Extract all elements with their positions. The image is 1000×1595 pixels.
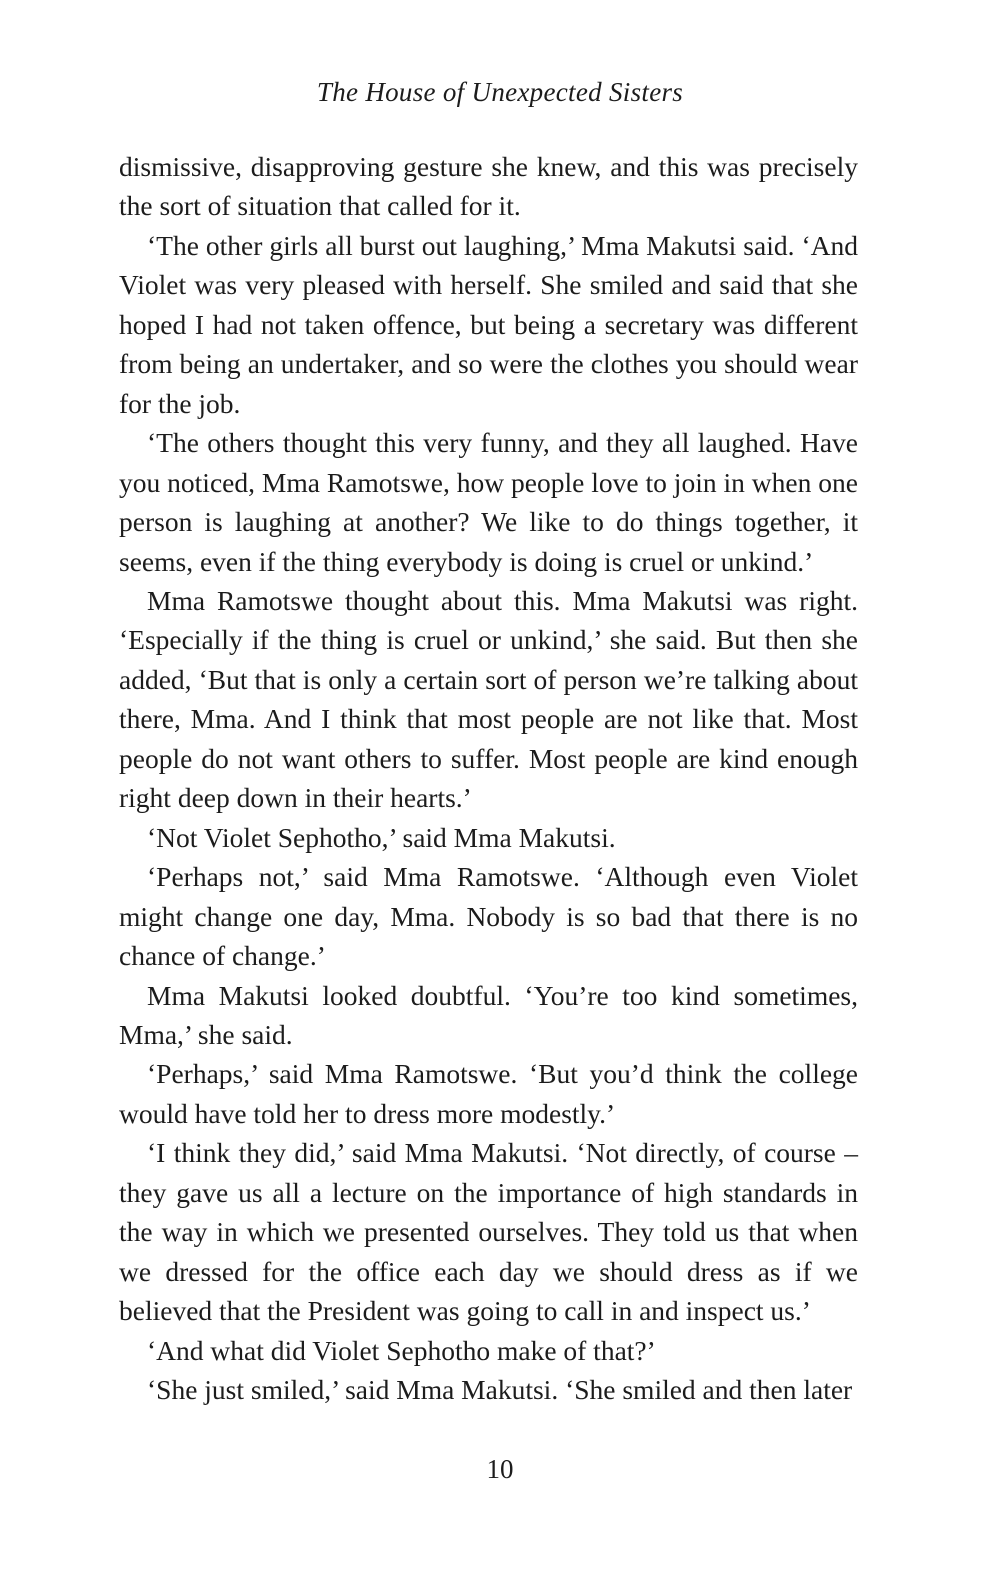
body-text	[119, 147, 858, 1410]
paragraph: ‘Perhaps not,’ said Mma Ramotswe. ‘Although even Violet might change one day, Mma. Nobody is so bad that there is no chance of change.’	[119, 861, 858, 972]
paragraph: dismissive, disapproving gesture she knew, and this was precisely the sort of situation that called for it.	[119, 151, 858, 222]
paragraph: Mma Ramotswe thought about this. Mma Makutsi was right. ‘Especially if the thing is cruel or unkind,’ she said. But then she added, ‘But that is only a certain sort of person we’re talking about there, Mma. And I think that most people are not like that. Most people do not want others to suffer. Most people are kind enough right deep down in their hearts.’	[119, 584, 858, 814]
page-number: 10	[486, 1454, 514, 1484]
paragraph: ‘And what did Violet Sephotho make of that?’	[147, 1334, 656, 1366]
paragraph: ‘The other girls all burst out laughing,’ Mma Makutsi said. ‘And Violet was very pleased with herself. She smiled and said that she hoped I had not taken offence, but being a secretary was different from being an undertaker, and so were the clothes you should wear for the job.	[119, 229, 858, 419]
paragraph: ‘Perhaps,’ said Mma Ramotswe. ‘But you’d think the college would have told her to dress more modestly.’	[119, 1058, 858, 1129]
paragraph: ‘Not Violet Sephotho,’ said Mma Makutsi.	[147, 821, 616, 853]
paragraph: ‘The others thought this very funny, and they all laughed. Have you noticed, Mma Ramotswe, how people love to join in when one person is laughing at another? We like to do things together, it seems, even if the thing everybody is doing is cruel or unkind.’	[119, 427, 858, 577]
paragraph: ‘I think they did,’ said Mma Makutsi. ‘Not directly, of course – they gave us all a lecture on the importance of high standards in the way in which we presented ourselves. They told us that when we dressed for the office each day we should dress as if we believed that the President was going to call in and inspect us.’	[119, 1137, 858, 1327]
running-head-title: The House of Unexpected Sisters	[316, 77, 684, 107]
paragraph: Mma Makutsi looked doubtful. ‘You’re too kind sometimes, Mma,’ she said.	[119, 979, 858, 1050]
paragraph: ‘She just smiled,’ said Mma Makutsi. ‘She smiled and then later	[147, 1374, 853, 1406]
